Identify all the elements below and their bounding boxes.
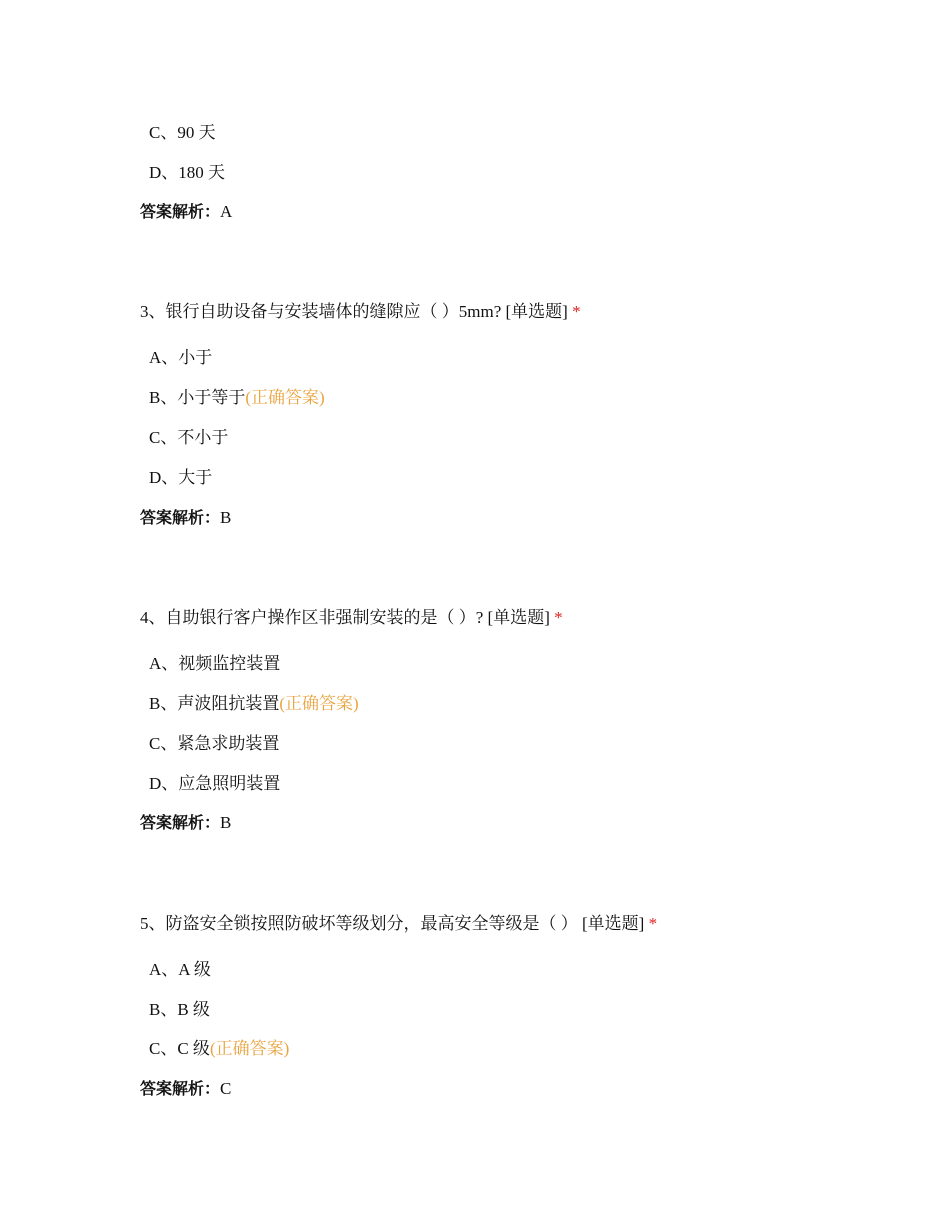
- q4-option-d: [149, 773, 280, 795]
- option-text: B、B 级: [149, 1000, 210, 1019]
- q4-option-a: [149, 653, 280, 675]
- q4-option-c: [149, 733, 279, 755]
- option-text: B、声波阻抗装置: [149, 694, 280, 713]
- option-text: A、小于: [149, 348, 213, 367]
- q5-option-c: [149, 1038, 289, 1060]
- option-text: C、C 级: [149, 1039, 210, 1058]
- correct-answer-note: (正确答案): [209, 1039, 290, 1058]
- option-text: C、紧急求助装置: [149, 734, 280, 753]
- analysis-label: 答案解析：: [140, 508, 221, 527]
- required-mark: *: [572, 302, 581, 321]
- q3-option-a: [149, 347, 212, 369]
- q3-title: [140, 301, 581, 323]
- question-text: 5、防盗安全锁按照防破坏等级划分，最高安全等级是（ ） [单选题]: [140, 914, 645, 933]
- option-text: D、180 天: [149, 163, 226, 182]
- analysis-value: A: [220, 202, 233, 221]
- q4-title: [140, 607, 563, 629]
- analysis-value: B: [220, 508, 232, 527]
- q4-answer-analysis: [140, 812, 231, 834]
- option-text: D、应急照明装置: [149, 774, 281, 793]
- analysis-label: 答案解析：: [140, 813, 221, 832]
- q5-option-b: [149, 999, 210, 1021]
- option-text: A、A 级: [149, 960, 211, 979]
- correct-answer-note: (正确答案): [245, 388, 325, 407]
- q3-option-b: [149, 387, 325, 409]
- analysis-label: 答案解析：: [140, 1079, 221, 1098]
- question-text: 4、自助银行客户操作区非强制安装的是（ ）? [单选题]: [140, 608, 550, 627]
- analysis-value: B: [220, 813, 232, 832]
- q2-option-d: [149, 162, 225, 184]
- q3-option-c: [149, 427, 228, 449]
- option-text: D、大于: [149, 468, 213, 487]
- q5-option-a: [149, 959, 211, 981]
- required-mark: *: [648, 914, 658, 933]
- option-text: B、小于等于: [149, 388, 246, 407]
- option-text: A、视频监控装置: [149, 654, 281, 673]
- q2-answer-analysis: [140, 201, 232, 223]
- q2-option-c: [149, 122, 216, 144]
- q3-answer-analysis: [140, 507, 231, 529]
- q3-option-d: [149, 467, 212, 489]
- q4-option-b: [149, 693, 359, 715]
- analysis-label: 答案解析：: [140, 202, 221, 221]
- analysis-value: C: [220, 1079, 232, 1098]
- option-text: C、不小于: [149, 428, 229, 447]
- required-mark: *: [554, 608, 563, 627]
- correct-answer-note: (正确答案): [279, 694, 359, 713]
- option-text: C、90 天: [149, 123, 216, 142]
- q5-title: [140, 913, 657, 935]
- q5-answer-analysis: [140, 1078, 231, 1100]
- question-text: 3、银行自助设备与安装墙体的缝隙应（ ）5mm? [单选题]: [140, 302, 568, 321]
